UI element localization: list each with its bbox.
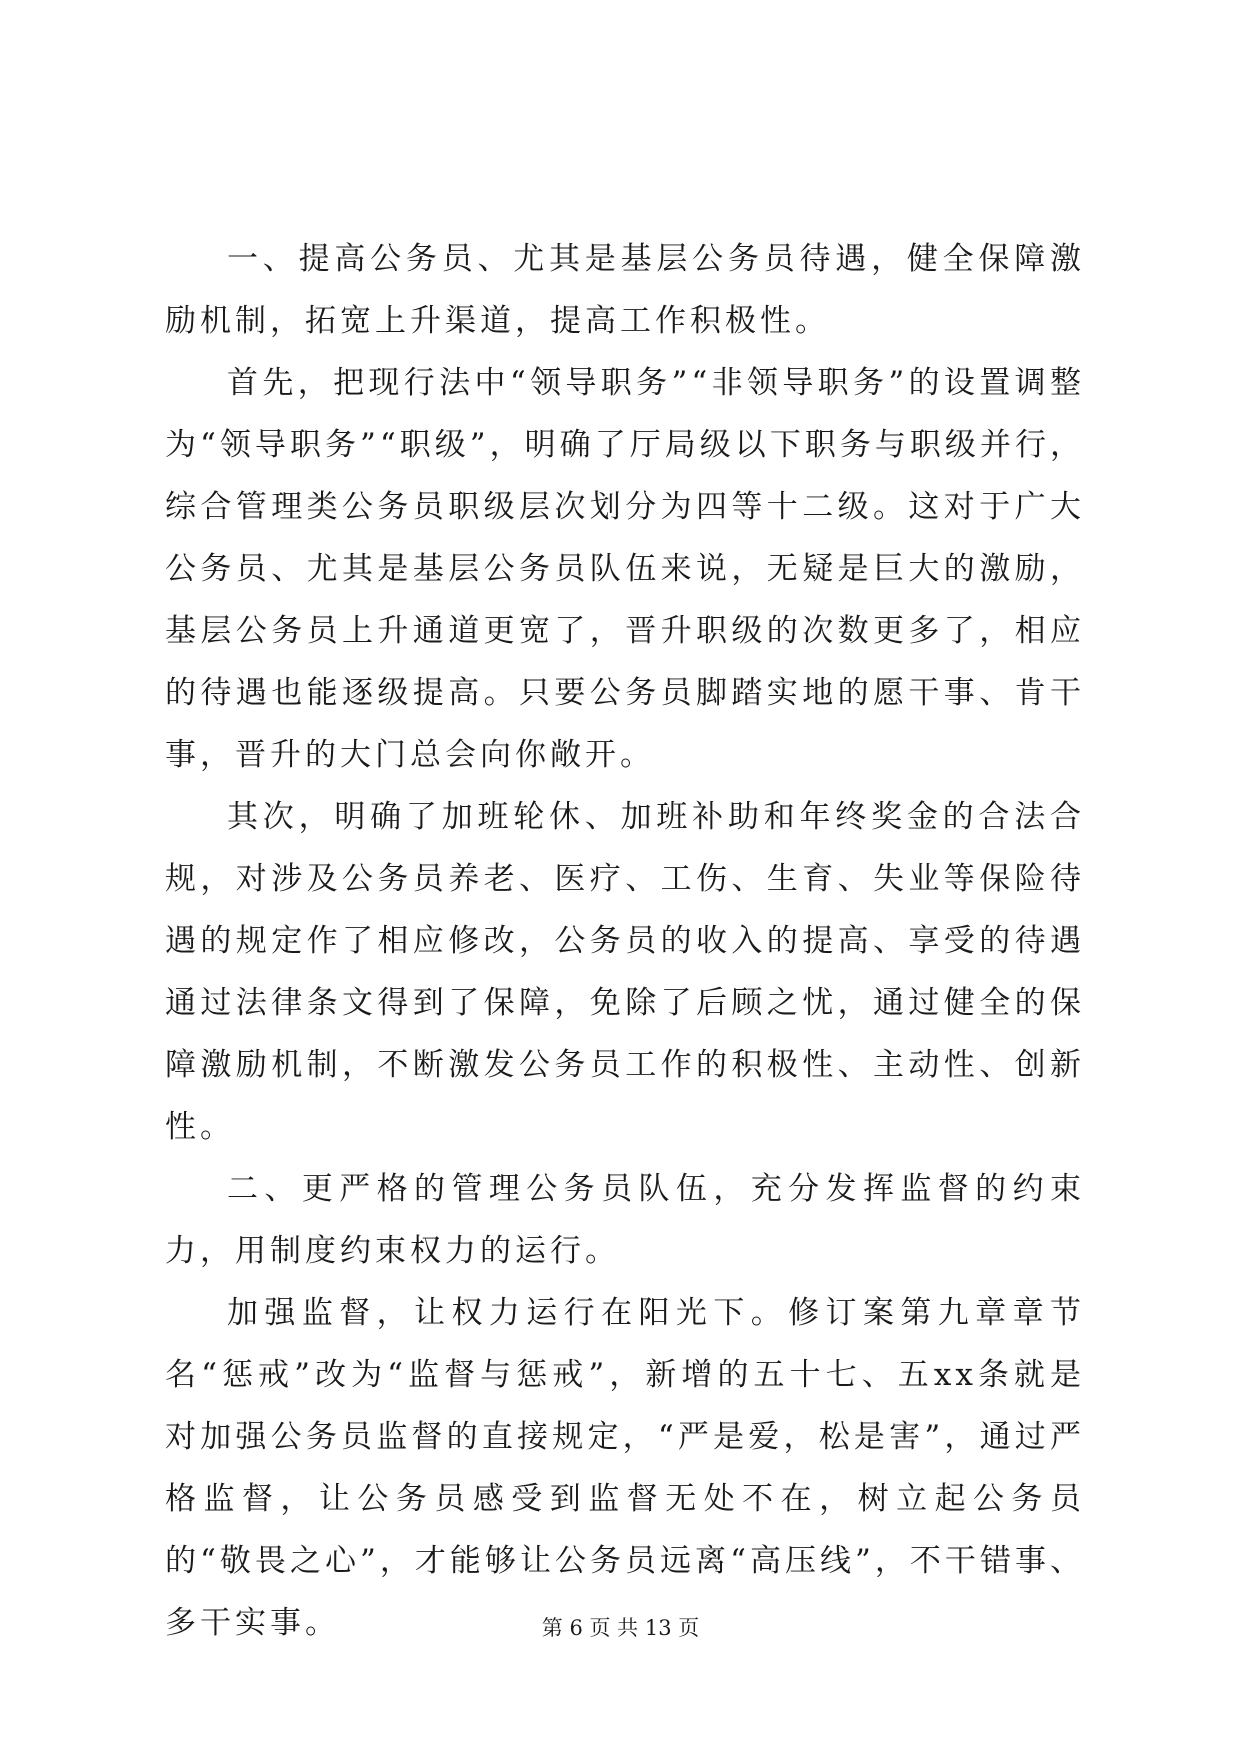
document-body: [165, 228, 1085, 1654]
paragraph-5: 加强监督，让权力运行在阳光下。修订案第九章章节名“惩戒”改为“监督与惩戒”，新增的五十七、五xx条就是对加强公务员监督的直接规定，“严是爱，松是害”，通过严格监督，让公务员感受到监督无处不在，树立起公务员的“敬畏之心”，才能够让公务员远离“高压线”，不干错事、多干实事。: [165, 1295, 1085, 1641]
paragraph-3: 其次，明确了加班轮休、加班补助和年终奖金的合法合规，对涉及公务员养老、医疗、工伤、生育、失业等保险待遇的规定作了相应修改，公务员的收入的提高、享受的待遇通过法律条文得到了保障，免除了后顾之忧，通过健全的保障激励机制，不断激发公务员工作的积极性、主动性、创新性。: [165, 799, 1085, 1145]
paragraph-1: 一、提高公务员、尤其是基层公务员待遇，健全保障激励机制，拓宽上升渠道，提高工作积极性。: [165, 241, 1085, 339]
paragraph-4: 二、更严格的管理公务员队伍，充分发挥监督的约束力，用制度约束权力的运行。: [165, 1171, 1085, 1269]
paragraph-2: 首先，把现行法中“领导职务”“非领导职务”的设置调整为“领导职务”“职级”，明确了厅局级以下职务与职级并行，综合管理类公务员职级层次划分为四等十二级。这对于广大公务员、尤其是基层公务员队伍来说，无疑是巨大的激励，基层公务员上升通道更宽了，晋升职级的次数更多了，相应的待遇也能逐级提高。只要公务员脚踏实地的愿干事、肯干事，晋升的大门总会向你敞开。: [165, 365, 1085, 773]
page-number-footer: 第 6 页 共 13 页: [541, 1616, 700, 1640]
